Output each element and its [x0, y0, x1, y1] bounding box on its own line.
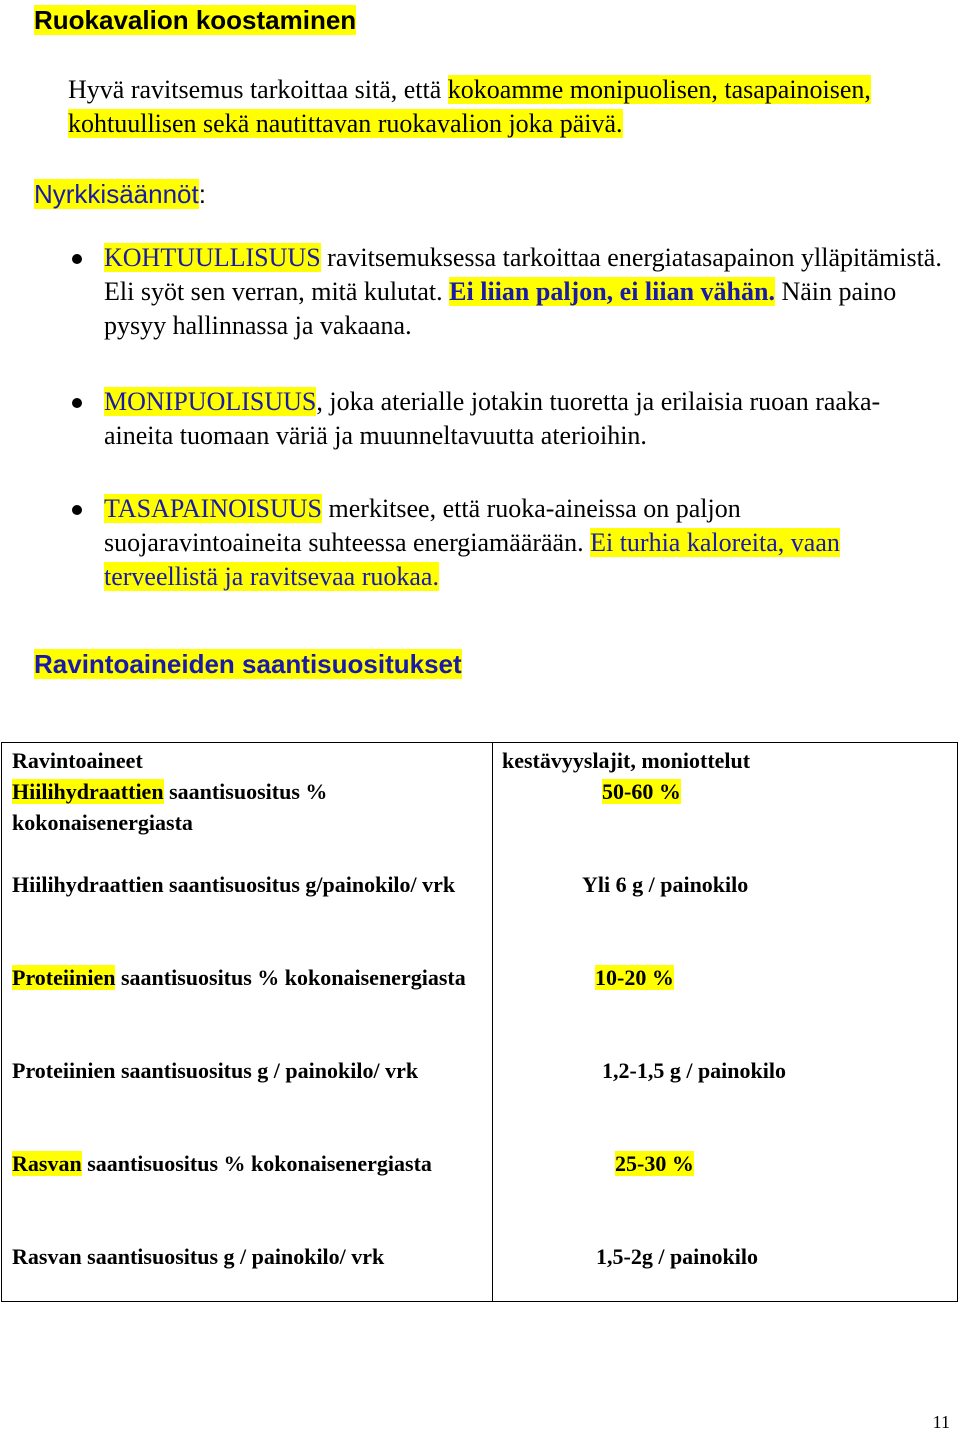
section-title: [34, 2, 356, 38]
label-highlight: Proteiinien: [12, 965, 116, 990]
table-row-value: 1,2-1,5 g / painokilo: [602, 1058, 786, 1083]
table-row-value: [602, 776, 681, 807]
page-number: 11: [932, 1412, 950, 1432]
bullet-dot: [72, 254, 82, 264]
bullet-text: , joka aterialle jotakin tuoretta ja erilaisia ruoan raaka-aineita tuomaan väriä ja muunneltavuutta aterioihin.: [104, 387, 881, 450]
bullet-item: [104, 492, 944, 594]
section-title-text: Ruokavalion koostaminen: [34, 5, 357, 35]
table-row-value: Yli 6 g / painokilo: [582, 872, 749, 897]
label-text: saantisuositus % kokonaisenergiasta: [115, 965, 466, 990]
table-row-value: [595, 962, 674, 993]
recommendations-title: [34, 645, 462, 683]
bullet-key: KOHTUULLISUUS: [104, 243, 321, 272]
table-row-label: [12, 776, 482, 838]
table-row-value: 1,5-2g / painokilo: [596, 1244, 758, 1269]
rules-heading-colon: :: [198, 179, 206, 209]
rules-heading-label: Nyrkkisäännöt: [34, 179, 199, 209]
table-row-value: [615, 1148, 694, 1179]
bullet-key: MONIPUOLISUUS: [104, 387, 317, 416]
intro-paragraph: [68, 73, 928, 141]
label-text: saantisuositus % kokonaisenergiasta: [81, 1151, 432, 1176]
table-row-label: Hiilihydraattien saantisuositus g/painokilo/ vrk: [12, 872, 456, 897]
rules-heading: [34, 176, 206, 212]
value-text: 10-20 %: [595, 965, 674, 990]
bullet-item: [104, 241, 944, 343]
value-text: 25-30 %: [615, 1151, 694, 1176]
table-header-left: Ravintoaineet: [12, 748, 143, 773]
bullet-highlight: Ei liian paljon, ei liian vähän.: [449, 277, 775, 306]
intro-highlight: kokoamme monipuolisen, tasapainoisen, kohtuullisen sekä nautittavan ruokavalion joka päivä.: [68, 75, 871, 138]
bullet-key: TASAPAINOISUUS: [104, 494, 323, 523]
bullet-tail: Näin paino pysyy hallinnassa ja vakaana.: [104, 277, 897, 340]
recommendations-table: [1, 742, 958, 1302]
label-highlight: Hiilihydraattien: [12, 779, 164, 804]
bullet-dot: [72, 398, 82, 408]
label-text: saantisuositus % kokonaisenergiasta: [12, 779, 328, 835]
bullet-text: ravitsemuksessa tarkoittaa energiatasapainon ylläpitämistä. Eli syöt sen verran, mitä kulutat.: [104, 243, 942, 306]
table-row-label: [12, 1148, 482, 1179]
table-header-right: kestävyyslajit, moniottelut: [502, 748, 751, 773]
recommendations-title-text: Ravintoaineiden saantisuositukset: [34, 649, 462, 679]
bullet-text: merkitsee, että ruoka-aineissa on paljon suojaravintoaineita suhteessa energiamäärään.: [104, 494, 741, 557]
intro-text: Hyvä ravitsemus tarkoittaa sitä, että: [68, 75, 448, 104]
table-row-label: Rasvan saantisuositus g / painokilo/ vrk: [12, 1244, 385, 1269]
bullet-item: [104, 385, 944, 453]
table-row-label: [12, 962, 482, 993]
label-highlight: Rasvan: [12, 1151, 82, 1176]
bullet-highlight: Ei turhia kaloreita, vaan terveellistä ja ravitsevaa ruokaa.: [104, 528, 840, 591]
bullet-dot: [72, 505, 82, 515]
table-divider: [492, 743, 493, 1301]
table-row-label: Proteiinien saantisuositus g / painokilo/ vrk: [12, 1058, 419, 1083]
value-text: 50-60 %: [602, 779, 681, 804]
